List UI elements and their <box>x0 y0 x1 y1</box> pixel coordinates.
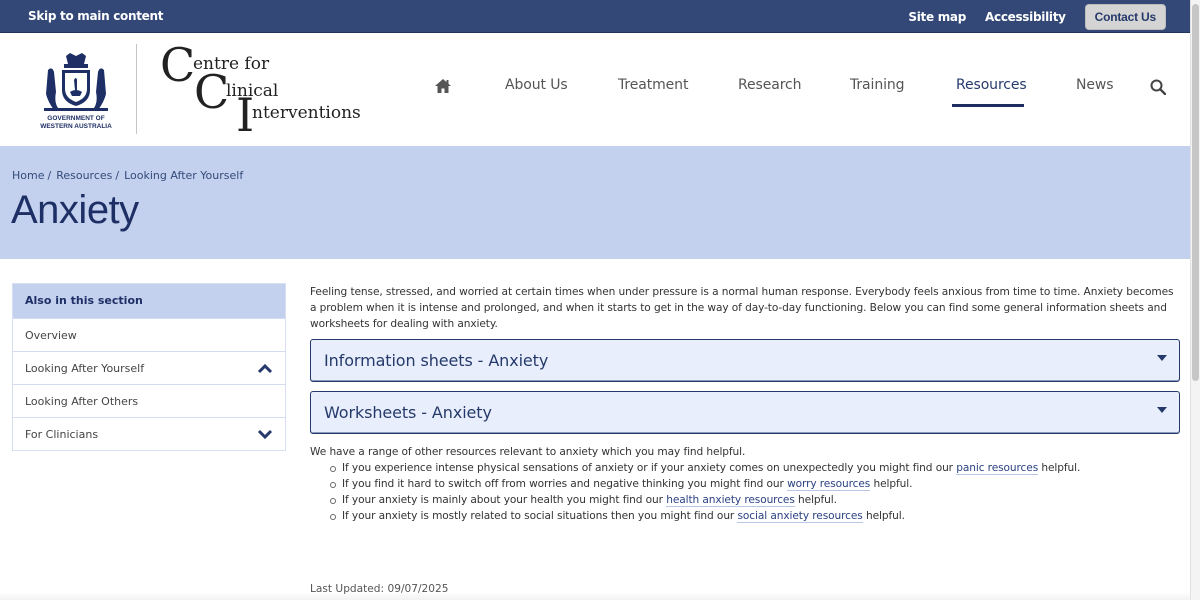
main-content <box>310 284 1180 524</box>
nav-resources[interactable]: Resources <box>956 77 1027 93</box>
sidebar-header: Also in this section <box>13 284 285 318</box>
nav-about-us[interactable]: About Us <box>505 77 568 93</box>
section-sidebar <box>12 283 286 451</box>
nav-research[interactable]: Research <box>738 77 802 93</box>
caret-down-icon <box>1157 355 1167 361</box>
nav-training[interactable]: Training <box>850 77 905 93</box>
related-list <box>330 460 1180 524</box>
svg-text:WESTERN AUSTRALIA: WESTERN AUSTRALIA <box>40 123 112 130</box>
breadcrumb-home[interactable]: Home <box>12 169 45 182</box>
accordion-information-sheets[interactable]: Information sheets - Anxiety <box>310 339 1180 382</box>
accessibility-link[interactable]: Accessibility <box>985 10 1066 24</box>
contact-us-button[interactable]: Contact Us <box>1085 4 1166 30</box>
breadcrumb-resources[interactable]: Resources <box>56 169 113 182</box>
home-icon[interactable] <box>434 78 452 94</box>
search-icon[interactable] <box>1150 79 1166 95</box>
list-item: If you find it hard to switch off from worries and negative thinking you might find our worry resources helpful. <box>330 476 1180 492</box>
page-scrollbar[interactable] <box>1190 0 1200 600</box>
site-map-link[interactable]: Site map <box>908 10 967 24</box>
skip-to-content-link[interactable]: Skip to main content <box>28 9 164 23</box>
caret-down-icon <box>1157 407 1167 413</box>
scrollbar-thumb[interactable] <box>1192 4 1199 381</box>
page-banner <box>0 146 1190 259</box>
active-nav-indicator <box>952 104 1024 107</box>
chevron-down-icon[interactable] <box>257 427 273 441</box>
svg-text:GOVERNMENT OF: GOVERNMENT OF <box>47 115 105 122</box>
sidebar-item-overview[interactable]: Overview <box>13 318 285 351</box>
health-anxiety-resources-link[interactable]: health anxiety resources <box>666 494 795 506</box>
site-header <box>0 34 1190 146</box>
list-item: If you experience intense physical sensations of anxiety or if your anxiety comes on unexpectedly you might find our panic resources helpful. <box>330 460 1180 476</box>
utility-links <box>908 4 1166 30</box>
intro-paragraph: Feeling tense, stressed, and worried at certain times when under pressure is a normal human response. Everybody feels anxious from time to time. Anxiety becomes a problem when it is intense and prolonged, and when it starts to get in the way of day-to-day functioning. Below you can find some general information sheets and worksheets for dealing with anxiety. <box>310 286 1174 330</box>
sidebar-item-for-clinicians[interactable]: For Clinicians <box>13 417 285 450</box>
worry-resources-link[interactable]: worry resources <box>787 478 871 490</box>
footer-shadow <box>0 592 1190 600</box>
nav-treatment[interactable]: Treatment <box>618 77 689 93</box>
nav-news[interactable]: News <box>1076 77 1114 93</box>
related-resources <box>310 444 1180 524</box>
sidebar-item-looking-after-others[interactable]: Looking After Others <box>13 384 285 417</box>
list-item: If your anxiety is mainly about your health you might find our health anxiety resources helpful. <box>330 492 1180 508</box>
main-nav <box>0 34 1190 146</box>
sidebar-item-looking-after-yourself[interactable]: Looking After Yourself <box>13 351 285 384</box>
accordion-worksheets[interactable]: Worksheets - Anxiety <box>310 391 1180 434</box>
breadcrumb-looking-after-yourself[interactable]: Looking After Yourself <box>124 169 244 182</box>
cci-logo[interactable]: C entre for C linical I nterventions <box>160 38 361 142</box>
panic-resources-link[interactable]: panic resources <box>956 462 1039 474</box>
social-anxiety-resources-link[interactable]: social anxiety resources <box>737 510 863 522</box>
last-updated: Last Updated: 09/07/2025 <box>310 583 449 595</box>
utility-bar <box>0 0 1190 33</box>
related-intro: We have a range of other resources relevant to anxiety which you may find helpful. <box>310 446 746 458</box>
chevron-up-icon[interactable] <box>257 361 273 375</box>
breadcrumb: Home / Resources / Looking After Yourself <box>12 169 244 182</box>
page-title: Anxiety <box>11 188 139 232</box>
list-item: If your anxiety is mostly related to social situations then you might find our social anxiety resources helpful. <box>330 508 1180 524</box>
